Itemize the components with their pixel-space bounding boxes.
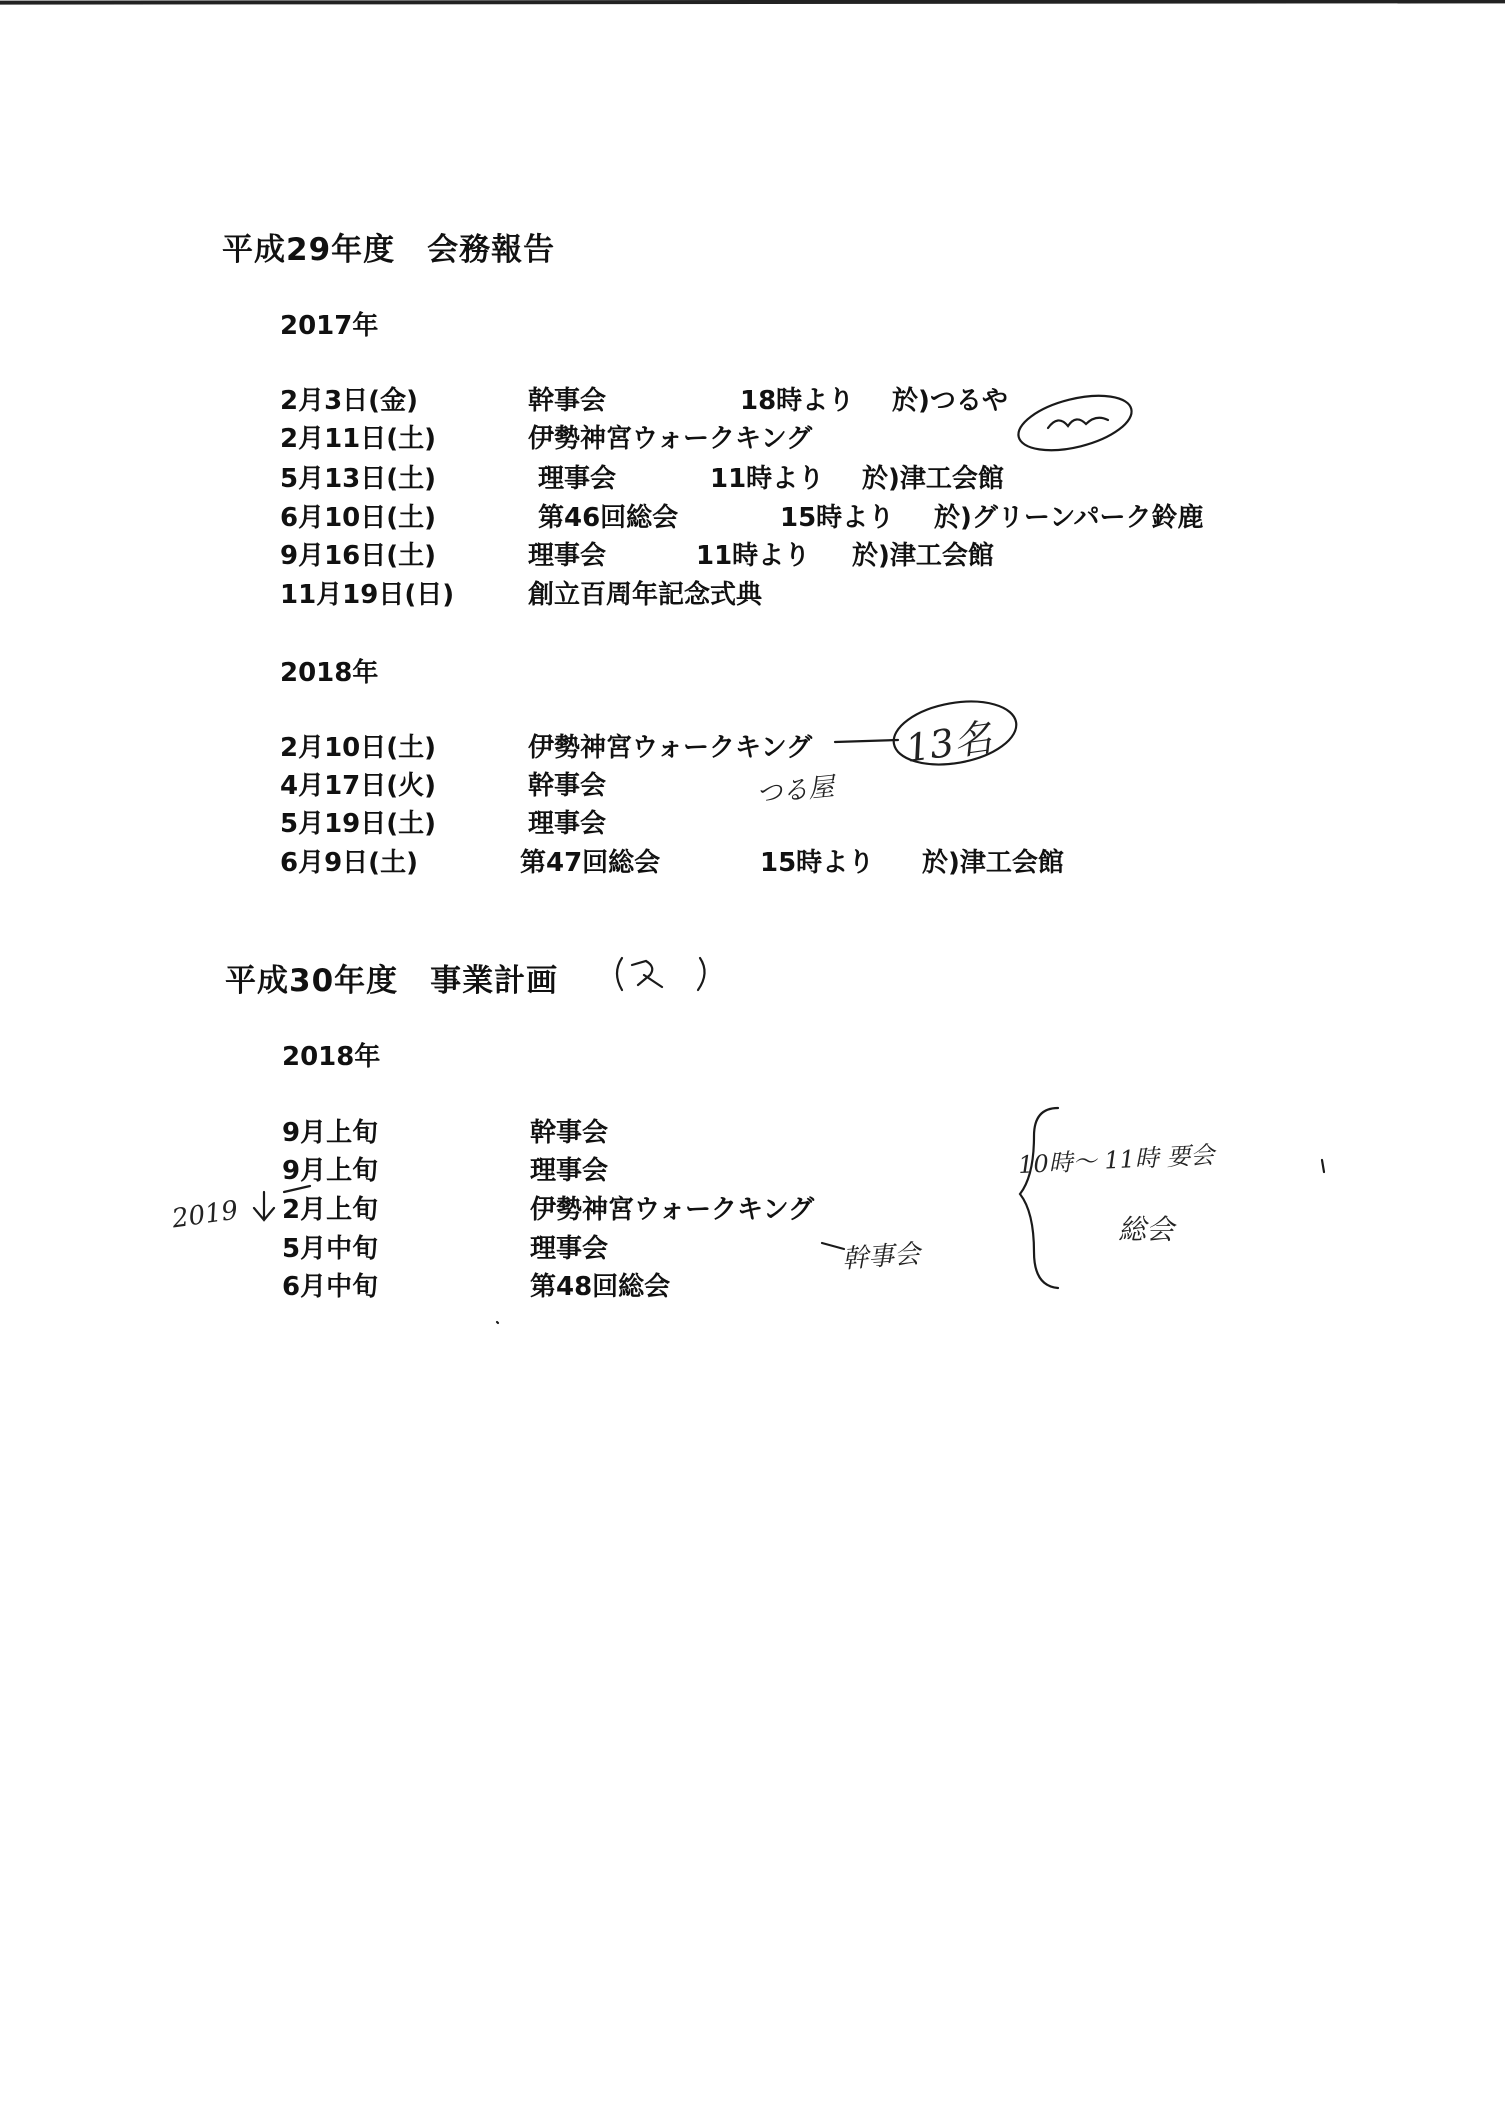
handwritten-count: 13名 [902,715,995,771]
handwritten-brace-note: 10時～ 11時 要会 [1017,1140,1216,1180]
event-date: 11月19日(日) [280,580,455,610]
plan-title: 平成30年度 事業計画 [225,963,559,999]
right-paren-mark [698,958,705,990]
paren-scribble-mark [632,961,662,987]
event-name: 伊勢神宮ウォークキング [528,424,813,454]
plan-event: 理事会 [530,1234,609,1264]
event-date: 9月16日(土) [280,541,437,571]
plan-event: 理事会 [530,1156,609,1186]
plan-date: 6月中旬 [282,1272,379,1302]
stray-dot [497,1322,498,1323]
event-name: 理事会 [538,464,617,494]
event-date: 5月19日(土) [280,809,437,839]
plan-date: 2月上旬 [282,1195,379,1225]
event-date: 6月10日(土) [280,503,437,533]
event-venue: 於)つるや [892,386,1008,416]
plan-event: 第48回総会 [530,1272,671,1302]
event-time: 15時より [760,848,875,878]
scan-edge-line [0,0,1505,5]
event-time: 18時より [740,386,855,416]
event-time: 11時より [696,541,811,571]
event-name: 理事会 [528,809,607,839]
plan-date: 9月上旬 [282,1118,379,1148]
event-name: 第46回総会 [538,503,679,533]
circled-note-mark [1013,386,1137,461]
report-year-2017: 2017年 [280,311,379,341]
event-date: 6月9日(土) [280,848,418,878]
event-name: 創立百周年記念式典 [528,580,763,610]
plan-date: 9月上旬 [282,1156,379,1186]
plan-year: 2018年 [282,1042,381,1072]
event-time: 11時より [710,464,825,494]
event-name: 幹事会 [528,771,607,801]
curly-brace-mark [1020,1108,1058,1288]
down-arrow-icon [254,1192,274,1220]
stray-mark [1322,1160,1324,1172]
plan-event: 伊勢神宮ウォークキング [530,1195,815,1225]
event-name: 理事会 [528,541,607,571]
report-year-2018: 2018年 [280,658,379,688]
circled-note-scribble [1048,418,1108,428]
event-venue: 於)グリーンパーク鈴鹿 [934,503,1204,533]
event-date: 2月3日(金) [280,386,418,416]
handwritten-kanjikai: 幹事会 [841,1239,922,1275]
event-venue: 於)津工会館 [922,848,1064,878]
plan-date: 5月中旬 [282,1234,379,1264]
handwritten-shukai: 総会 [1118,1213,1175,1246]
event-date: 5月13日(土) [280,464,437,494]
event-name: 幹事会 [528,386,607,416]
handwritten-year-2019: 2019 [170,1195,240,1235]
event-venue: 於)津工会館 [852,541,994,571]
event-time: 15時より [780,503,895,533]
event-venue: 於)津工会館 [862,464,1004,494]
event-name: 伊勢神宮ウォークキング [528,733,813,763]
report-title: 平成29年度 会務報告 [222,232,556,268]
left-paren-mark [617,958,622,990]
event-date: 2月11日(土) [280,424,437,454]
plan-event: 幹事会 [530,1118,609,1148]
event-date: 2月10日(土) [280,733,437,763]
handwritten-tsuruya: つる屋 [754,771,836,810]
event-name: 第47回総会 [520,848,661,878]
event-date: 4月17日(火) [280,771,437,801]
dash-to-count [835,740,898,742]
